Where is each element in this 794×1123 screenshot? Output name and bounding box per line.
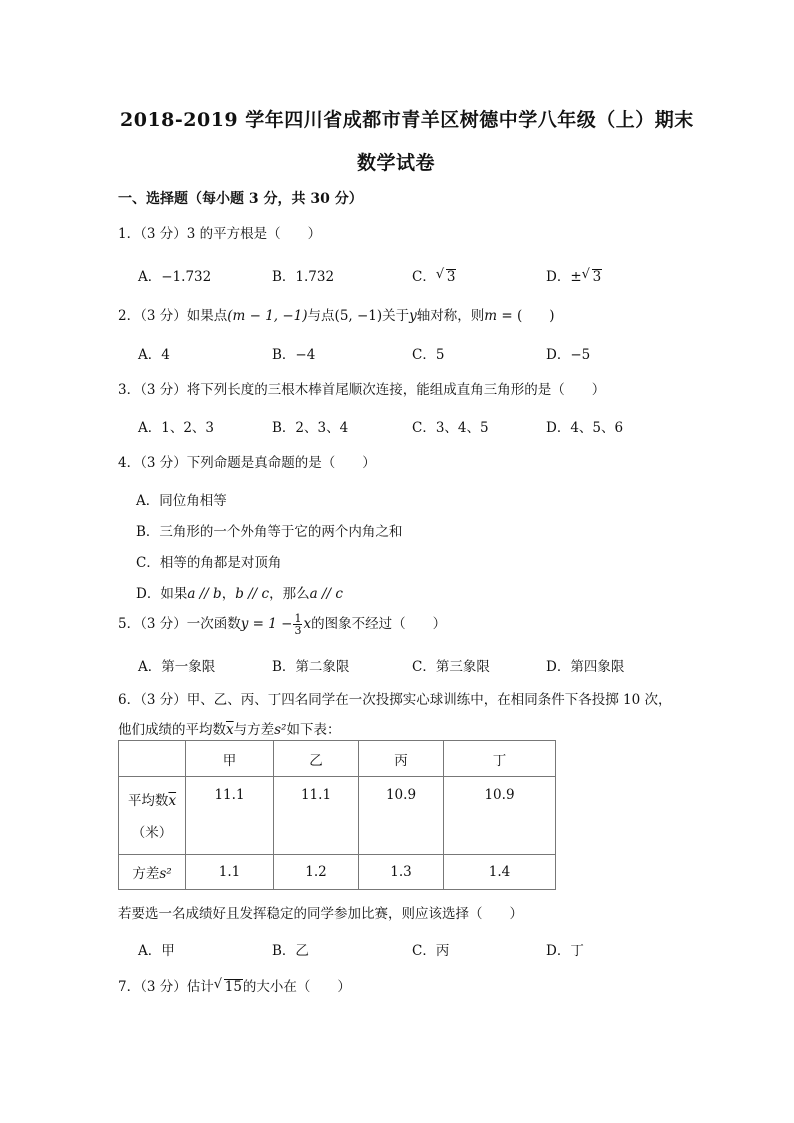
q5-expr-x: x [303,616,312,632]
table-header-cell: 甲 [186,741,274,777]
table-cell: 1.3 [359,855,444,890]
results-table [118,740,556,890]
question-3: 3．（3 分）将下列长度的三根木棒首尾顺次连接，能组成直角三角形的是（ ） [118,382,606,398]
question-6-line-1: 6．（3 分）甲、乙、丙、丁四名同学在一次投掷实心球训练中，在相同条件下各投掷 10 次， [118,692,672,708]
row2-label-a: 方差 [132,866,160,882]
table-header-cell: 丙 [359,741,444,777]
q6-option-d: D．丁 [546,943,584,959]
q5-suffix: 的图象不经过（ ） [311,616,447,632]
sqrt-symbol [583,269,603,285]
q5-frac-num: 1 [294,612,302,625]
q5-option-d: D．第四象限 [546,659,625,675]
q6-line2-b: 与方差 [233,722,275,738]
question-4: 4．（3 分）下列命题是真命题的是（ ） [118,455,376,471]
q5-option-b: B．第二象限 [272,659,350,675]
q4-d-sep: ， [221,586,236,602]
q5-fraction [293,613,302,636]
q6-xbar: $\overline{x}$ [226,722,234,738]
q2-suffix-3: = ( ) [497,308,555,324]
q2-suffix-2: 轴对称，则 [416,308,485,324]
q2-suffix-1: 关于 [382,308,410,324]
q1-option-c-label: C． [412,269,436,285]
q1-option-d-label: D．± [546,269,582,285]
q6-option-a: A．甲 [138,943,175,959]
q4-option-a: A．同位角相等 [136,493,227,509]
question-1: 1．（3 分）3 的平方根是（ ） [118,226,322,242]
q4-d-expr-1: a // b [187,586,222,602]
q5-option-a: A．第一象限 [138,659,216,675]
q5-option-c: C．第三象限 [412,659,490,675]
q6-option-c: C．丙 [412,943,450,959]
table-cell: 1.1 [186,855,274,890]
q3-option-b: B．2、3、4 [272,420,349,436]
q5-prefix: 5．（3 分）一次函数 [118,616,241,632]
q2-var-y: y [409,308,417,324]
table-header-row [119,741,556,777]
q2-option-c: C．5 [412,347,445,363]
q6-line2-c: 如下表： [286,722,341,738]
q1-option-c-radicand: 3 [446,269,456,285]
question-2 [118,304,555,324]
q1-option-b: B．1.732 [272,269,335,285]
q4-d-prefix: D．如果 [136,586,188,602]
table-cell: 11.1 [274,777,359,855]
q2-option-a: A．4 [138,347,170,363]
q4-d-mid: ，那么 [269,586,310,602]
q2-var-m: m [484,308,498,324]
row1-label-b: （米） [131,825,173,841]
table-cell: 10.9 [359,777,444,855]
q6-option-b: B．乙 [272,943,309,959]
q7-suffix: 的大小在（ ） [242,979,351,995]
q3-option-a: A．1、2、3 [138,420,215,436]
sqrt-symbol [437,269,457,285]
q2-mid: 与点 [307,308,335,324]
q4-option-d [136,582,343,602]
table-row-label [119,777,186,855]
q3-option-d: D．4、5、6 [546,420,624,436]
q7-prefix: 7．（3 分）估计 [118,979,214,995]
q4-d-expr-3: a // c [309,586,343,602]
row1-label-a: 平均数 [127,793,169,809]
table-cell: 10.9 [444,777,556,855]
title-line-1: 2018-2019 学年四川省成都市青羊区树德中学八年级（上）期末 [120,109,694,131]
row1-label-xbar: $\overline{x}$ [168,793,177,809]
question-6-line-2 [118,718,340,738]
q3-option-c: C．3、4、5 [412,420,489,436]
q2-point-1: (m − 1, −1) [227,308,308,324]
section-heading: 一、选择题（每小题 3 分，共 30 分） [118,191,363,207]
table-header-cell: 乙 [274,741,359,777]
q2-prefix: 2．（3 分）如果点 [118,308,228,324]
q2-option-d: D．−5 [546,347,591,363]
table-header-cell: 丁 [444,741,556,777]
q6-s2: s² [274,722,287,738]
q4-option-c: C．相等的角都是对顶角 [136,555,282,571]
q2-point-2: (5, −1) [334,308,383,324]
table-cell: 11.1 [186,777,274,855]
q4-d-expr-2: b // c [235,586,270,602]
sqrt-symbol [215,979,243,995]
table-row [119,855,556,890]
q1-option-a: A．−1.732 [138,269,212,285]
q7-radicand: 15 [224,979,242,995]
table-row [119,777,556,855]
q1-option-c [412,265,456,285]
q2-option-b: B．−4 [272,347,316,363]
q5-frac-den: 3 [294,624,302,637]
question-7 [118,975,351,995]
q5-expr-lhs: y = 1 − [240,616,293,632]
q4-option-b: B．三角形的一个外角等于它的两个内角之和 [136,524,403,540]
table-row-label [119,855,186,890]
q6-line2-a: 他们成绩的平均数 [118,722,226,738]
table-cell: 1.2 [274,855,359,890]
q1-option-d [546,265,602,285]
table-cell: 1.4 [444,855,556,890]
table-header-cell [119,741,186,777]
title-line-2: 数学试卷 [357,152,436,174]
q1-option-d-radicand: 3 [592,269,602,285]
question-5 [118,612,446,636]
row2-label-s2: s² [159,866,172,882]
question-6-after: 若要选一名成绩好且发挥稳定的同学参加比赛，则应该选择（ ） [118,906,523,922]
